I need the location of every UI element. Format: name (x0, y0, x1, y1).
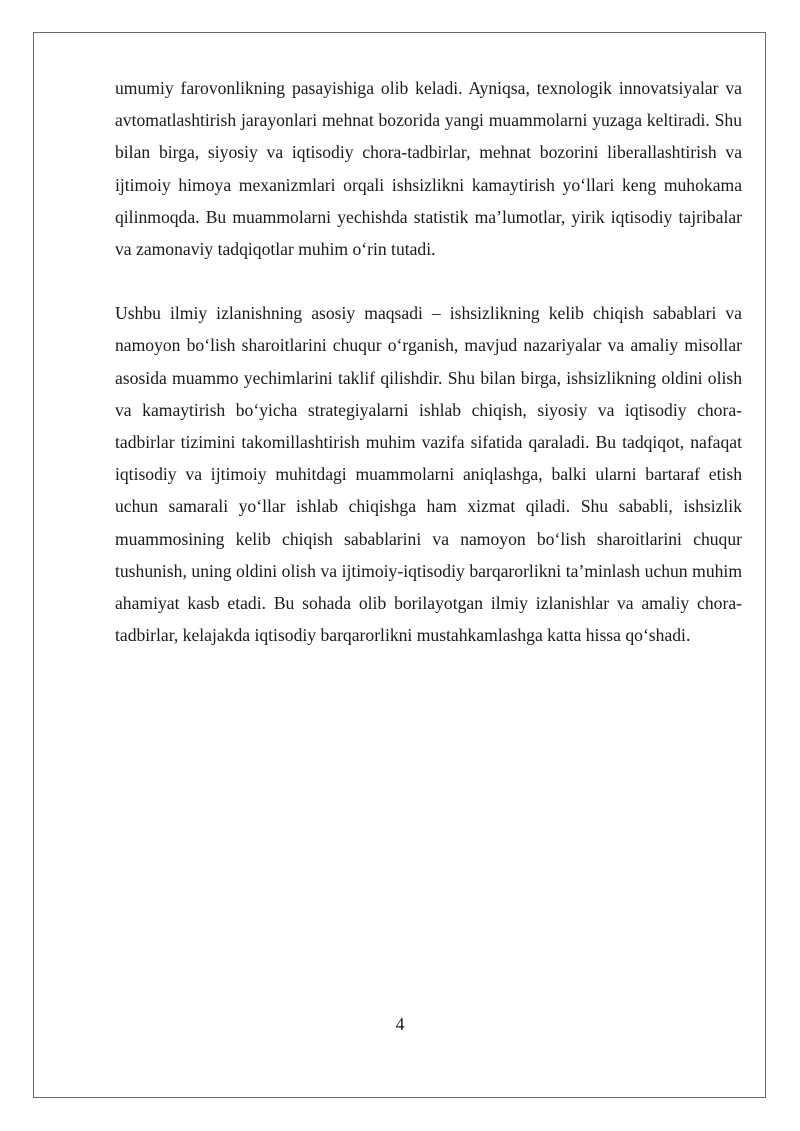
paragraph-1: umumiy farovonlikning pasayishiga olib keladi. Ayniqsa, texnologik innovatsiyalar va avtomatlashtirish jarayonlari mehnat bozorida yangi muammolarni yuzaga keltiradi. Shu bilan birga, siyosiy va iqtisodiy chora-tadbirlar, mehnat bozorini liberallashtirish va ijtimoiy himoya mexanizmlari orqali ishsizlikni kamaytirish yo‘llari keng muhokama qilinmoqda. Bu muammolarni yechishda statistik ma’lumotlar, yirik iqtisodiy tajribalar va zamonaviy tadqiqotlar muhim o‘rin tutadi. (115, 78, 742, 260)
page-number: 4 (395, 1014, 405, 1034)
document-body (115, 72, 742, 651)
paragraph-2: Ushbu ilmiy izlanishning asosiy maqsadi – ishsizlikning kelib chiqish sabablari va namoyon bo‘lish sharoitlarini chuqur o‘rganish, mavjud nazariyalar va amaliy misollar asosida muammo yechimlarini taklif qilishdir. Shu bilan birga, ishsizlikning oldini olish va kamaytirish bo‘yicha strategiyalarni ishlab chiqish, siyosiy va iqtisodiy chora-tadbirlar tizimini takomillashtirish muhim vazifa sifatida qaraladi. Bu tadqiqot, nafaqat iqtisodiy va ijtimoiy muhitdagi muammolarni aniqlashga, balki ularni bartaraf etish uchun samarali yo‘llar ishlab chiqishga ham xizmat qiladi. Shu sababli, ishsizlik muammosining kelib chiqish sabablarini va namoyon bo‘lish sharoitlarini chuqur tushunish, uning oldini olish va ijtimoiy-iqtisodiy barqarorlikni ta’minlash uchun muhim ahamiyat kasb etadi. Bu sohada olib borilayotgan ilmiy izlanishlar va amaliy chora-tadbirlar, kelajakda iqtisodiy barqarorlikni mustahkamlashga katta hissa qo‘shadi. (115, 303, 742, 646)
